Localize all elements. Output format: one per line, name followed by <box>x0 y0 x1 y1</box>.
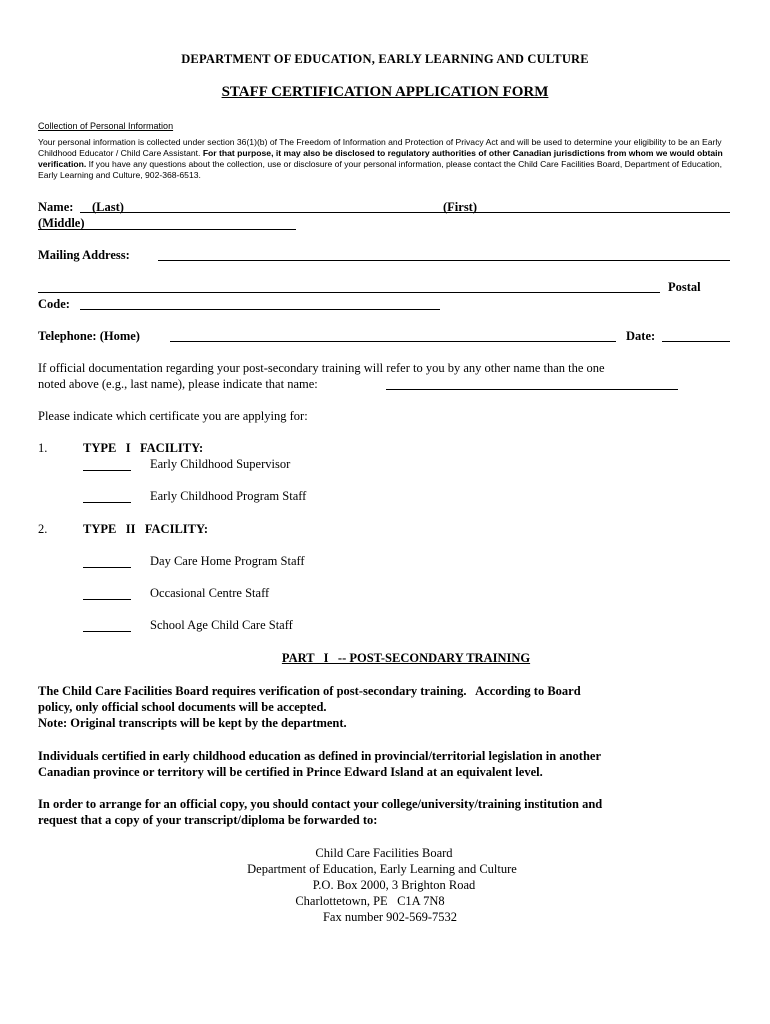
postal-code-label: Code: <box>38 297 70 311</box>
part-1-para-3-line-1: In order to arrange for an official copy, you should contact your college/university/training institution and <box>38 797 603 811</box>
postal-code-field[interactable] <box>80 309 440 310</box>
type-1-number: 1. <box>38 441 48 455</box>
part-1-para-2-line-1: Individuals certified in early childhood education as defined in provincial/territorial legislation in another <box>38 749 601 763</box>
type-2-option-3-checkbox[interactable] <box>83 631 131 632</box>
mailing-address-field[interactable] <box>158 260 730 261</box>
form-title: STAFF CERTIFICATION APPLICATION FORM <box>221 84 549 100</box>
type-2-option-1-checkbox[interactable] <box>83 567 131 568</box>
part-1-para-1-line-2: policy, only official school documents will be accepted. <box>38 700 327 714</box>
middle-name-field[interactable] <box>38 229 296 230</box>
part-1-para-1-line-1: The Child Care Facilities Board requires verification of post-secondary training. According to Board <box>38 684 581 698</box>
privacy-heading: Collection of Personal Information <box>38 121 174 131</box>
address-line-5: Fax number 902-569-7532 <box>322 910 457 924</box>
type-2-option-2-label: Occasional Centre Staff <box>150 586 270 600</box>
name-label: Name: <box>38 200 74 214</box>
first-name-field[interactable] <box>440 212 730 213</box>
date-label: Date: <box>626 329 656 343</box>
privacy-text-1: Your personal information is collected under section 36(1)(b) of The Freedom of Information and Protection of Privacy Act and will be used to determine your eligibility to be an Early Childhood Educator / Child Care Assistant. <box>38 137 722 158</box>
privacy-text-2: If you have any questions about the collection, use or disclosure of your personal information, please contact the Child Care Facilities Board, Department of Education, Early Learning and Culture, 902-368-6513. <box>38 159 723 180</box>
part-1-heading: PART I -- POST-SECONDARY TRAINING <box>281 651 531 665</box>
middle-name-label: (Middle) <box>38 216 85 230</box>
last-name-field[interactable] <box>80 212 440 213</box>
last-name-label: (Last) <box>92 200 124 214</box>
type-1-option-2-label: Early Childhood Program Staff <box>150 489 307 503</box>
part-1-para-3-line-2: request that a copy of your transcript/diploma be forwarded to: <box>38 813 378 827</box>
mailing-address-line-2[interactable] <box>38 292 660 293</box>
address-line-1: Child Care Facilities Board <box>315 846 453 860</box>
address-line-3: P.O. Box 2000, 3 Brighton Road <box>312 878 476 892</box>
other-name-text-1: If official documentation regarding your post-secondary training will refer to you by any other name than the one <box>38 361 605 375</box>
part-1-para-2-line-2: Canadian province or territory will be certified in Prince Edward Island at an equivalent level. <box>38 765 543 779</box>
type-1-heading: TYPE I FACILITY: <box>83 441 204 455</box>
telephone-label: Telephone: (Home) <box>38 329 140 343</box>
address-line-4: Charlottetown, PE C1A 7N8 <box>295 894 445 908</box>
other-name-text-2: noted above (e.g., last name), please indicate that name: <box>38 377 318 391</box>
type-2-option-3-label: School Age Child Care Staff <box>150 618 293 632</box>
address-line-2: Department of Education, Early Learning and Culture <box>247 862 517 876</box>
other-name-field[interactable] <box>386 389 678 390</box>
telephone-field[interactable] <box>170 341 616 342</box>
type-2-heading: TYPE II FACILITY: <box>83 522 209 536</box>
date-field[interactable] <box>662 341 730 342</box>
type-1-option-1-label: Early Childhood Supervisor <box>150 457 291 471</box>
mailing-address-label: Mailing Address: <box>38 248 130 262</box>
type-2-option-2-checkbox[interactable] <box>83 599 131 600</box>
postal-label: Postal <box>668 280 701 294</box>
part-1-note: Note: Original transcripts will be kept by the department. <box>38 716 347 730</box>
privacy-text-bold: For that purpose, it may also be disclosed to regulatory authorities of other Canadian jurisdictions from whom we would obtain verification. <box>38 148 723 169</box>
first-name-label: (First) <box>443 200 478 214</box>
type-2-number: 2. <box>38 522 48 536</box>
department-heading: DEPARTMENT OF EDUCATION, EARLY LEARNING AND CULTURE <box>181 52 589 66</box>
certificate-prompt: Please indicate which certificate you are applying for: <box>38 409 308 423</box>
type-2-option-1-label: Day Care Home Program Staff <box>150 554 305 568</box>
type-1-option-1-checkbox[interactable] <box>83 470 131 471</box>
type-1-option-2-checkbox[interactable] <box>83 502 131 503</box>
privacy-notice <box>38 137 736 181</box>
